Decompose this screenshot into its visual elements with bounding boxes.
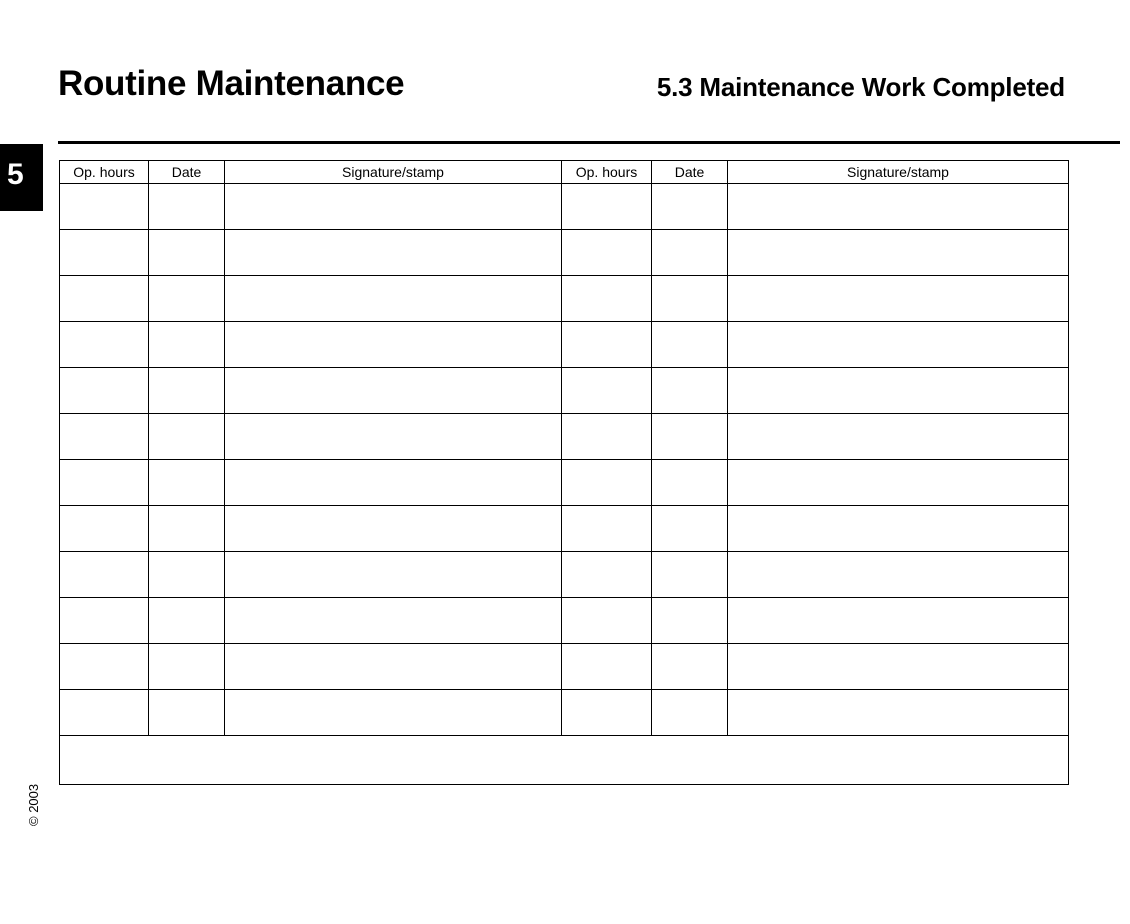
signature-cell[interactable] <box>728 230 1069 276</box>
signature-cell[interactable] <box>225 414 562 460</box>
column-header-signature: Signature/stamp <box>225 161 562 184</box>
chapter-tab <box>0 144 43 211</box>
page-title: 5.3 Maintenance Work Completed <box>656 72 1065 102</box>
table-row <box>60 368 1069 414</box>
signature-cell[interactable] <box>728 460 1069 506</box>
signature-cell[interactable] <box>728 690 1069 736</box>
chapter-number: 5 <box>7 158 24 191</box>
op-hours-cell[interactable] <box>562 414 652 460</box>
signature-cell[interactable] <box>728 322 1069 368</box>
table-row <box>60 552 1069 598</box>
date-cell[interactable] <box>652 276 728 322</box>
table-row <box>60 184 1069 230</box>
signature-cell[interactable] <box>225 690 562 736</box>
notes-row <box>60 736 1069 785</box>
date-cell[interactable] <box>652 184 728 230</box>
date-cell[interactable] <box>149 322 225 368</box>
signature-cell[interactable] <box>225 506 562 552</box>
date-cell[interactable] <box>149 644 225 690</box>
op-hours-cell[interactable] <box>562 690 652 736</box>
column-header-date: Date <box>149 161 225 184</box>
section-title: Routine Maintenance <box>58 64 405 103</box>
signature-cell[interactable] <box>225 460 562 506</box>
signature-cell[interactable] <box>225 276 562 322</box>
signature-cell[interactable] <box>728 598 1069 644</box>
date-cell[interactable] <box>652 598 728 644</box>
date-cell[interactable] <box>652 230 728 276</box>
op-hours-cell[interactable] <box>562 230 652 276</box>
table-row <box>60 690 1069 736</box>
date-cell[interactable] <box>149 690 225 736</box>
table-body <box>60 184 1069 785</box>
op-hours-cell[interactable] <box>562 322 652 368</box>
date-cell[interactable] <box>149 368 225 414</box>
date-cell[interactable] <box>149 230 225 276</box>
signature-cell[interactable] <box>728 506 1069 552</box>
date-cell[interactable] <box>149 414 225 460</box>
date-cell[interactable] <box>149 598 225 644</box>
maintenance-log-table <box>59 160 1069 785</box>
op-hours-cell[interactable] <box>60 460 149 506</box>
signature-cell[interactable] <box>728 276 1069 322</box>
signature-cell[interactable] <box>225 230 562 276</box>
signature-cell[interactable] <box>225 598 562 644</box>
op-hours-cell[interactable] <box>562 184 652 230</box>
date-cell[interactable] <box>149 552 225 598</box>
op-hours-cell[interactable] <box>562 598 652 644</box>
op-hours-cell[interactable] <box>60 184 149 230</box>
table-row <box>60 414 1069 460</box>
op-hours-cell[interactable] <box>60 322 149 368</box>
signature-cell[interactable] <box>225 368 562 414</box>
signature-cell[interactable] <box>225 322 562 368</box>
signature-cell[interactable] <box>728 414 1069 460</box>
op-hours-cell[interactable] <box>60 690 149 736</box>
table-row <box>60 598 1069 644</box>
signature-cell[interactable] <box>728 184 1069 230</box>
op-hours-cell[interactable] <box>60 414 149 460</box>
op-hours-cell[interactable] <box>562 460 652 506</box>
table-row <box>60 230 1069 276</box>
header-divider <box>58 141 1120 144</box>
date-cell[interactable] <box>652 322 728 368</box>
table-row <box>60 276 1069 322</box>
op-hours-cell[interactable] <box>60 506 149 552</box>
op-hours-cell[interactable] <box>60 230 149 276</box>
op-hours-cell[interactable] <box>60 552 149 598</box>
column-header-signature-2: Signature/stamp <box>728 161 1069 184</box>
copyright-notice: © 2003 <box>26 783 41 826</box>
table-row <box>60 460 1069 506</box>
column-header-date-2: Date <box>652 161 728 184</box>
op-hours-cell[interactable] <box>60 276 149 322</box>
table-row <box>60 322 1069 368</box>
op-hours-cell[interactable] <box>562 644 652 690</box>
op-hours-cell[interactable] <box>562 552 652 598</box>
date-cell[interactable] <box>652 460 728 506</box>
date-cell[interactable] <box>652 414 728 460</box>
date-cell[interactable] <box>652 552 728 598</box>
signature-cell[interactable] <box>225 644 562 690</box>
table-row <box>60 506 1069 552</box>
op-hours-cell[interactable] <box>60 644 149 690</box>
date-cell[interactable] <box>149 276 225 322</box>
table-header-row <box>60 161 1069 184</box>
date-cell[interactable] <box>652 644 728 690</box>
date-cell[interactable] <box>652 506 728 552</box>
column-header-op-hours-2: Op. hours <box>562 161 652 184</box>
date-cell[interactable] <box>652 368 728 414</box>
op-hours-cell[interactable] <box>60 598 149 644</box>
notes-cell[interactable] <box>60 736 1069 785</box>
signature-cell[interactable] <box>225 552 562 598</box>
date-cell[interactable] <box>149 460 225 506</box>
op-hours-cell[interactable] <box>562 368 652 414</box>
signature-cell[interactable] <box>728 552 1069 598</box>
signature-cell[interactable] <box>225 184 562 230</box>
op-hours-cell[interactable] <box>562 506 652 552</box>
op-hours-cell[interactable] <box>562 276 652 322</box>
column-header-op-hours: Op. hours <box>60 161 149 184</box>
op-hours-cell[interactable] <box>60 368 149 414</box>
date-cell[interactable] <box>149 506 225 552</box>
date-cell[interactable] <box>652 690 728 736</box>
date-cell[interactable] <box>149 184 225 230</box>
signature-cell[interactable] <box>728 368 1069 414</box>
signature-cell[interactable] <box>728 644 1069 690</box>
table-row <box>60 644 1069 690</box>
